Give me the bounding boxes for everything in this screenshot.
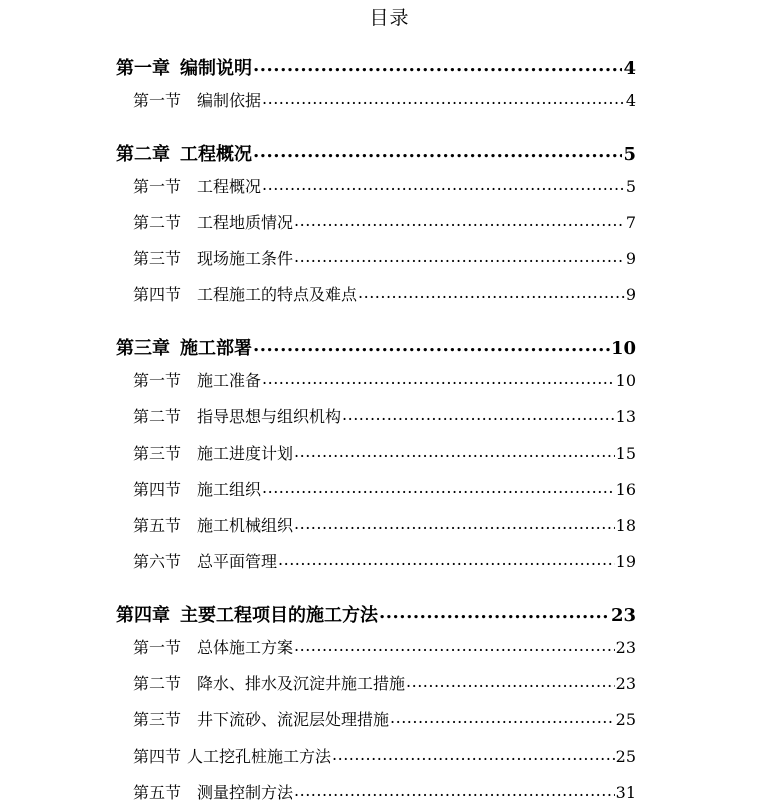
toc-entry-page: 13 [615, 407, 636, 426]
dot-leader [332, 746, 615, 762]
toc-entry-title: 编制依据 [197, 91, 262, 110]
toc-entry-number: 第三章 [116, 338, 170, 359]
dot-leader [262, 370, 615, 386]
dot-leader [358, 284, 625, 300]
toc-section-2-2[interactable] [133, 210, 636, 233]
toc-entry-page: 23 [610, 605, 636, 626]
toc-entry-title: 总体施工方案 [197, 638, 294, 657]
toc-entry-number: 第二章 [116, 144, 170, 165]
toc-entry-title: 施工准备 [197, 371, 262, 390]
dot-leader [294, 443, 615, 459]
toc-section-3-5[interactable] [133, 513, 636, 536]
toc-section-3-2[interactable] [133, 404, 636, 427]
toc-entry-number: 第四节 [133, 480, 182, 499]
toc-section-1-1[interactable] [133, 88, 636, 111]
toc-entry-page: 23 [615, 674, 636, 693]
toc-chapter-1[interactable] [116, 54, 636, 80]
dot-leader [406, 673, 615, 689]
dot-leader [253, 142, 622, 160]
dot-leader [262, 176, 625, 192]
toc-chapter-2[interactable] [116, 140, 636, 166]
toc-section-3-1[interactable] [133, 368, 636, 391]
toc-entry-page: 18 [615, 516, 636, 535]
toc-entry-number: 第一节 [133, 91, 182, 110]
toc-section-2-1[interactable] [133, 174, 636, 197]
toc-section-3-4[interactable] [133, 477, 636, 500]
dot-leader [294, 248, 625, 264]
toc-entry-page: 5 [623, 144, 636, 165]
toc-entry-title: 工程概况 [180, 144, 252, 165]
toc-entry-title: 工程概况 [197, 177, 262, 196]
toc-entry-page: 23 [615, 638, 636, 657]
toc-entry-title: 施工部署 [180, 338, 252, 359]
toc-entry-page: 4 [623, 58, 636, 79]
toc-section-4-4[interactable] [133, 744, 636, 767]
toc-entry-number: 第一节 [133, 638, 182, 657]
toc-entry-number: 第五节 [133, 783, 182, 802]
toc-entry-title: 工程施工的特点及难点 [197, 285, 358, 304]
toc-entry-title: 现场施工条件 [197, 249, 294, 268]
toc-section-4-3[interactable] [133, 707, 636, 730]
dot-leader [294, 212, 625, 228]
toc-entry-number: 第一节 [133, 177, 182, 196]
toc-entry-number: 第三节 [133, 249, 182, 268]
toc-entry-number: 第四节 [133, 747, 182, 766]
toc-entry-title: 指导思想与组织机构 [197, 407, 342, 426]
dot-leader [262, 479, 615, 495]
toc-entry-page: 10 [615, 371, 636, 390]
dot-leader [390, 709, 615, 725]
dot-leader [294, 637, 615, 653]
toc-entry-title: 降水、排水及沉淀井施工措施 [197, 674, 406, 693]
toc-section-2-4[interactable] [133, 282, 636, 305]
dot-leader [342, 406, 615, 422]
toc-entry-number: 第三节 [133, 710, 182, 729]
toc-entry-number: 第六节 [133, 552, 182, 571]
toc-section-4-1[interactable] [133, 635, 636, 658]
toc-entry-page: 19 [615, 552, 636, 571]
toc-entry-page: 5 [625, 177, 636, 196]
toc-entry-page: 9 [625, 249, 636, 268]
toc-section-4-5[interactable] [133, 780, 636, 803]
toc-entry-title: 编制说明 [180, 58, 252, 79]
toc-entry-page: 15 [615, 444, 636, 463]
toc-entry-title: 人工挖孔桩施工方法 [187, 747, 332, 766]
toc-entry-title: 工程地质情况 [197, 213, 294, 232]
toc-entry-title: 主要工程项目的施工方法 [180, 605, 378, 626]
toc-section-2-3[interactable] [133, 246, 636, 269]
toc-entry-page: 25 [615, 710, 636, 729]
toc-section-4-2[interactable] [133, 671, 636, 694]
toc-entry-title: 测量控制方法 [197, 783, 294, 802]
toc-entry-page: 4 [625, 91, 636, 110]
toc-entry-number: 第一章 [116, 58, 170, 79]
toc-entry-page: 25 [615, 747, 636, 766]
toc-entry-number: 第一节 [133, 371, 182, 390]
dot-leader [379, 603, 610, 621]
dot-leader [253, 336, 610, 354]
toc-entry-title: 井下流砂、流泥层处理措施 [197, 710, 390, 729]
dot-leader [253, 56, 622, 74]
toc-chapter-3[interactable] [116, 334, 636, 360]
toc-section-3-6[interactable] [133, 549, 636, 572]
toc-entry-number: 第二节 [133, 213, 182, 232]
toc-entry-title: 总平面管理 [197, 552, 278, 571]
toc-entry-title: 施工进度计划 [197, 444, 294, 463]
toc-entry-page: 10 [610, 338, 636, 359]
dot-leader [278, 551, 615, 567]
toc-entry-number: 第二节 [133, 407, 182, 426]
toc-entry-page: 16 [615, 480, 636, 499]
toc-entry-number: 第二节 [133, 674, 182, 693]
toc-chapter-4[interactable] [116, 601, 636, 627]
dot-leader [262, 90, 625, 106]
toc-entry-page: 9 [625, 285, 636, 304]
toc-title: 目录 [369, 7, 410, 29]
toc-entry-page: 7 [625, 213, 636, 232]
toc-section-3-3[interactable] [133, 441, 636, 464]
toc-entry-number: 第三节 [133, 444, 182, 463]
dot-leader [294, 515, 615, 531]
toc-entry-number: 第四节 [133, 285, 182, 304]
toc-entry-page: 31 [615, 783, 636, 802]
toc-entry-number: 第五节 [133, 516, 182, 535]
toc-entry-title: 施工组织 [197, 480, 262, 499]
toc-entry-title: 施工机械组织 [197, 516, 294, 535]
toc-entry-number: 第四章 [116, 605, 170, 626]
dot-leader [294, 782, 615, 798]
